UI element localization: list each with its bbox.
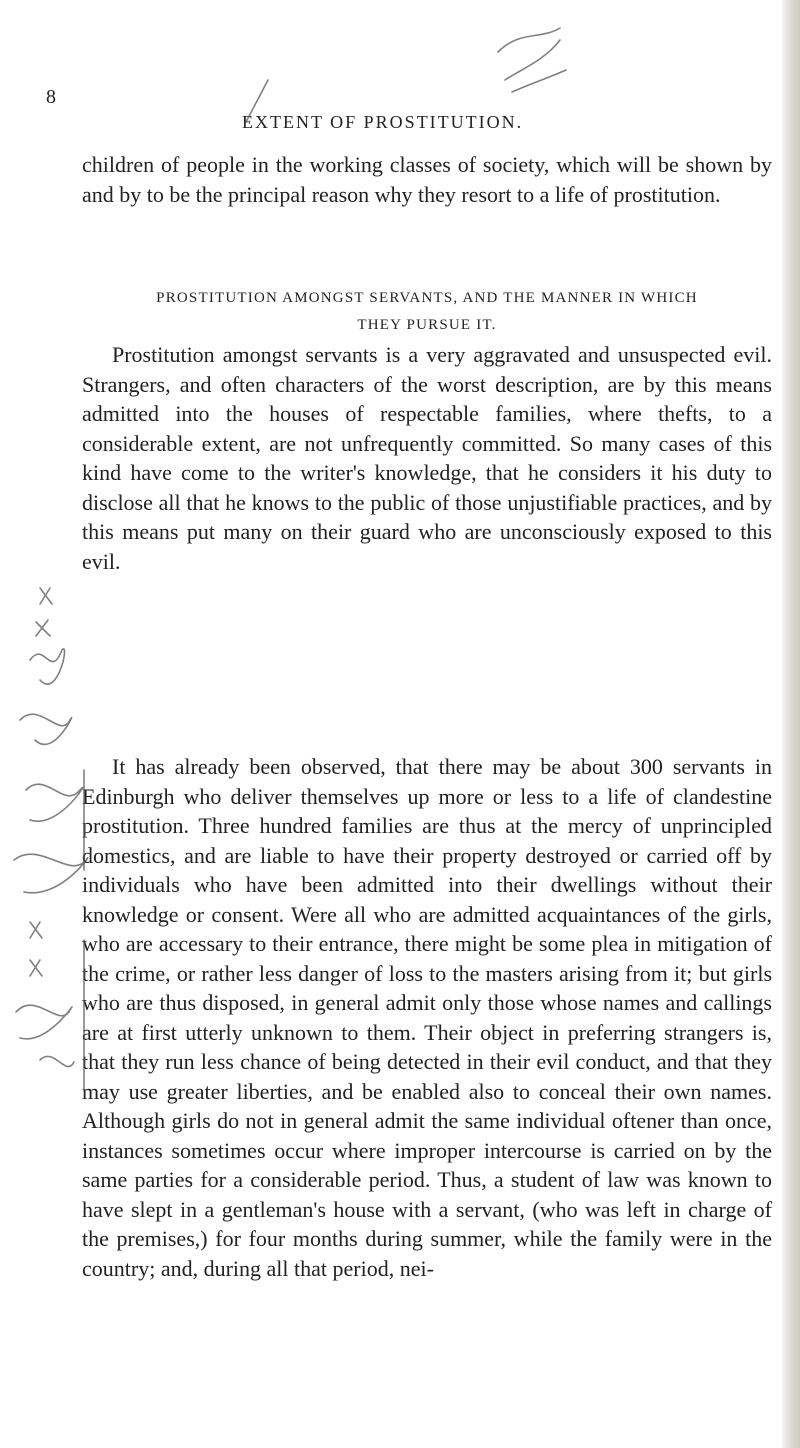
pencil-cross-3 — [30, 922, 42, 938]
paragraph-servants-evil: Prostitution amongst servants is a very aggravated and unsuspected evil. Strangers, and often characters of the worst description, are by this means admitted into the houses of respectable families, where thefts, to a considerable extent, are not unfrequently committed. So many cases of this kind have come to the writer's knowledge, that he considers it his duty to disclose all that he knows to the public of those unjustifiable practices, and by this means put many on their guard who are unconsciously exposed to this evil. — [82, 342, 772, 574]
pencil-scribble-margin-6 — [40, 1056, 74, 1066]
running-head: EXTENT OF PROSTITUTION. — [242, 112, 524, 132]
pencil-scribble-margin-3 — [26, 784, 83, 821]
pencil-scribble-margin-4 — [14, 854, 88, 893]
section-heading — [82, 285, 772, 339]
pencil-scribble-margin-5 — [16, 1005, 72, 1039]
section-heading-line-2: THEY PURSUE IT. — [357, 317, 497, 333]
pencil-cross-4 — [30, 960, 42, 976]
page-number: 8 — [46, 86, 57, 108]
pencil-cross-1 — [40, 588, 52, 604]
pencil-scribble-top — [498, 28, 566, 92]
paragraph-continuation: children of people in the working classes of society, which will be shown by and by to be the principal reason why they resort to a life of prostitution. — [82, 152, 772, 207]
section-heading-line-1: PROSTITUTION AMONGST SERVANTS, AND THE MANNER IN WHICH — [156, 290, 698, 306]
paragraph-edinburgh-servants: It has already been observed, that there may be about 300 servants in Edinburgh who deliver themselves up more or less to a life of clandestine prostitution. Three hundred families are thus at the mercy of unprincipled domestics, and are liable to have their property destroyed or carried off by individuals who have been admitted into their dwellings without their knowledge or consent. Were all who are admitted acquaintances of the girls, who are accessary to their entrance, there might be some plea in mitigation of the crime, or rather less danger of loss to the masters arising from it; but girls who are thus disposed, in general admit only those whose names and callings are at first utterly unknown to them. Their object in preferring strangers is, that they run less chance of being detected in their evil conduct, and that they may use greater liberties, and be enabled also to conceal their own names. Although girls do not in general admit the same individual oftener than once, instances sometimes occur where improper intercourse is carried on by the same parties for a considerable period. Thus, a student of law was known to have slept in a gentleman's house with a servant, (who was left in charge of the premises,) for four months during summer, while the family were in the country; and, during all that period, nei- — [82, 754, 772, 1281]
pencil-scribble-margin-2 — [20, 714, 72, 744]
pencil-scribble-margin-1 — [30, 649, 65, 684]
pencil-cross-2 — [36, 620, 50, 636]
page-edge-shadow — [782, 0, 800, 1448]
